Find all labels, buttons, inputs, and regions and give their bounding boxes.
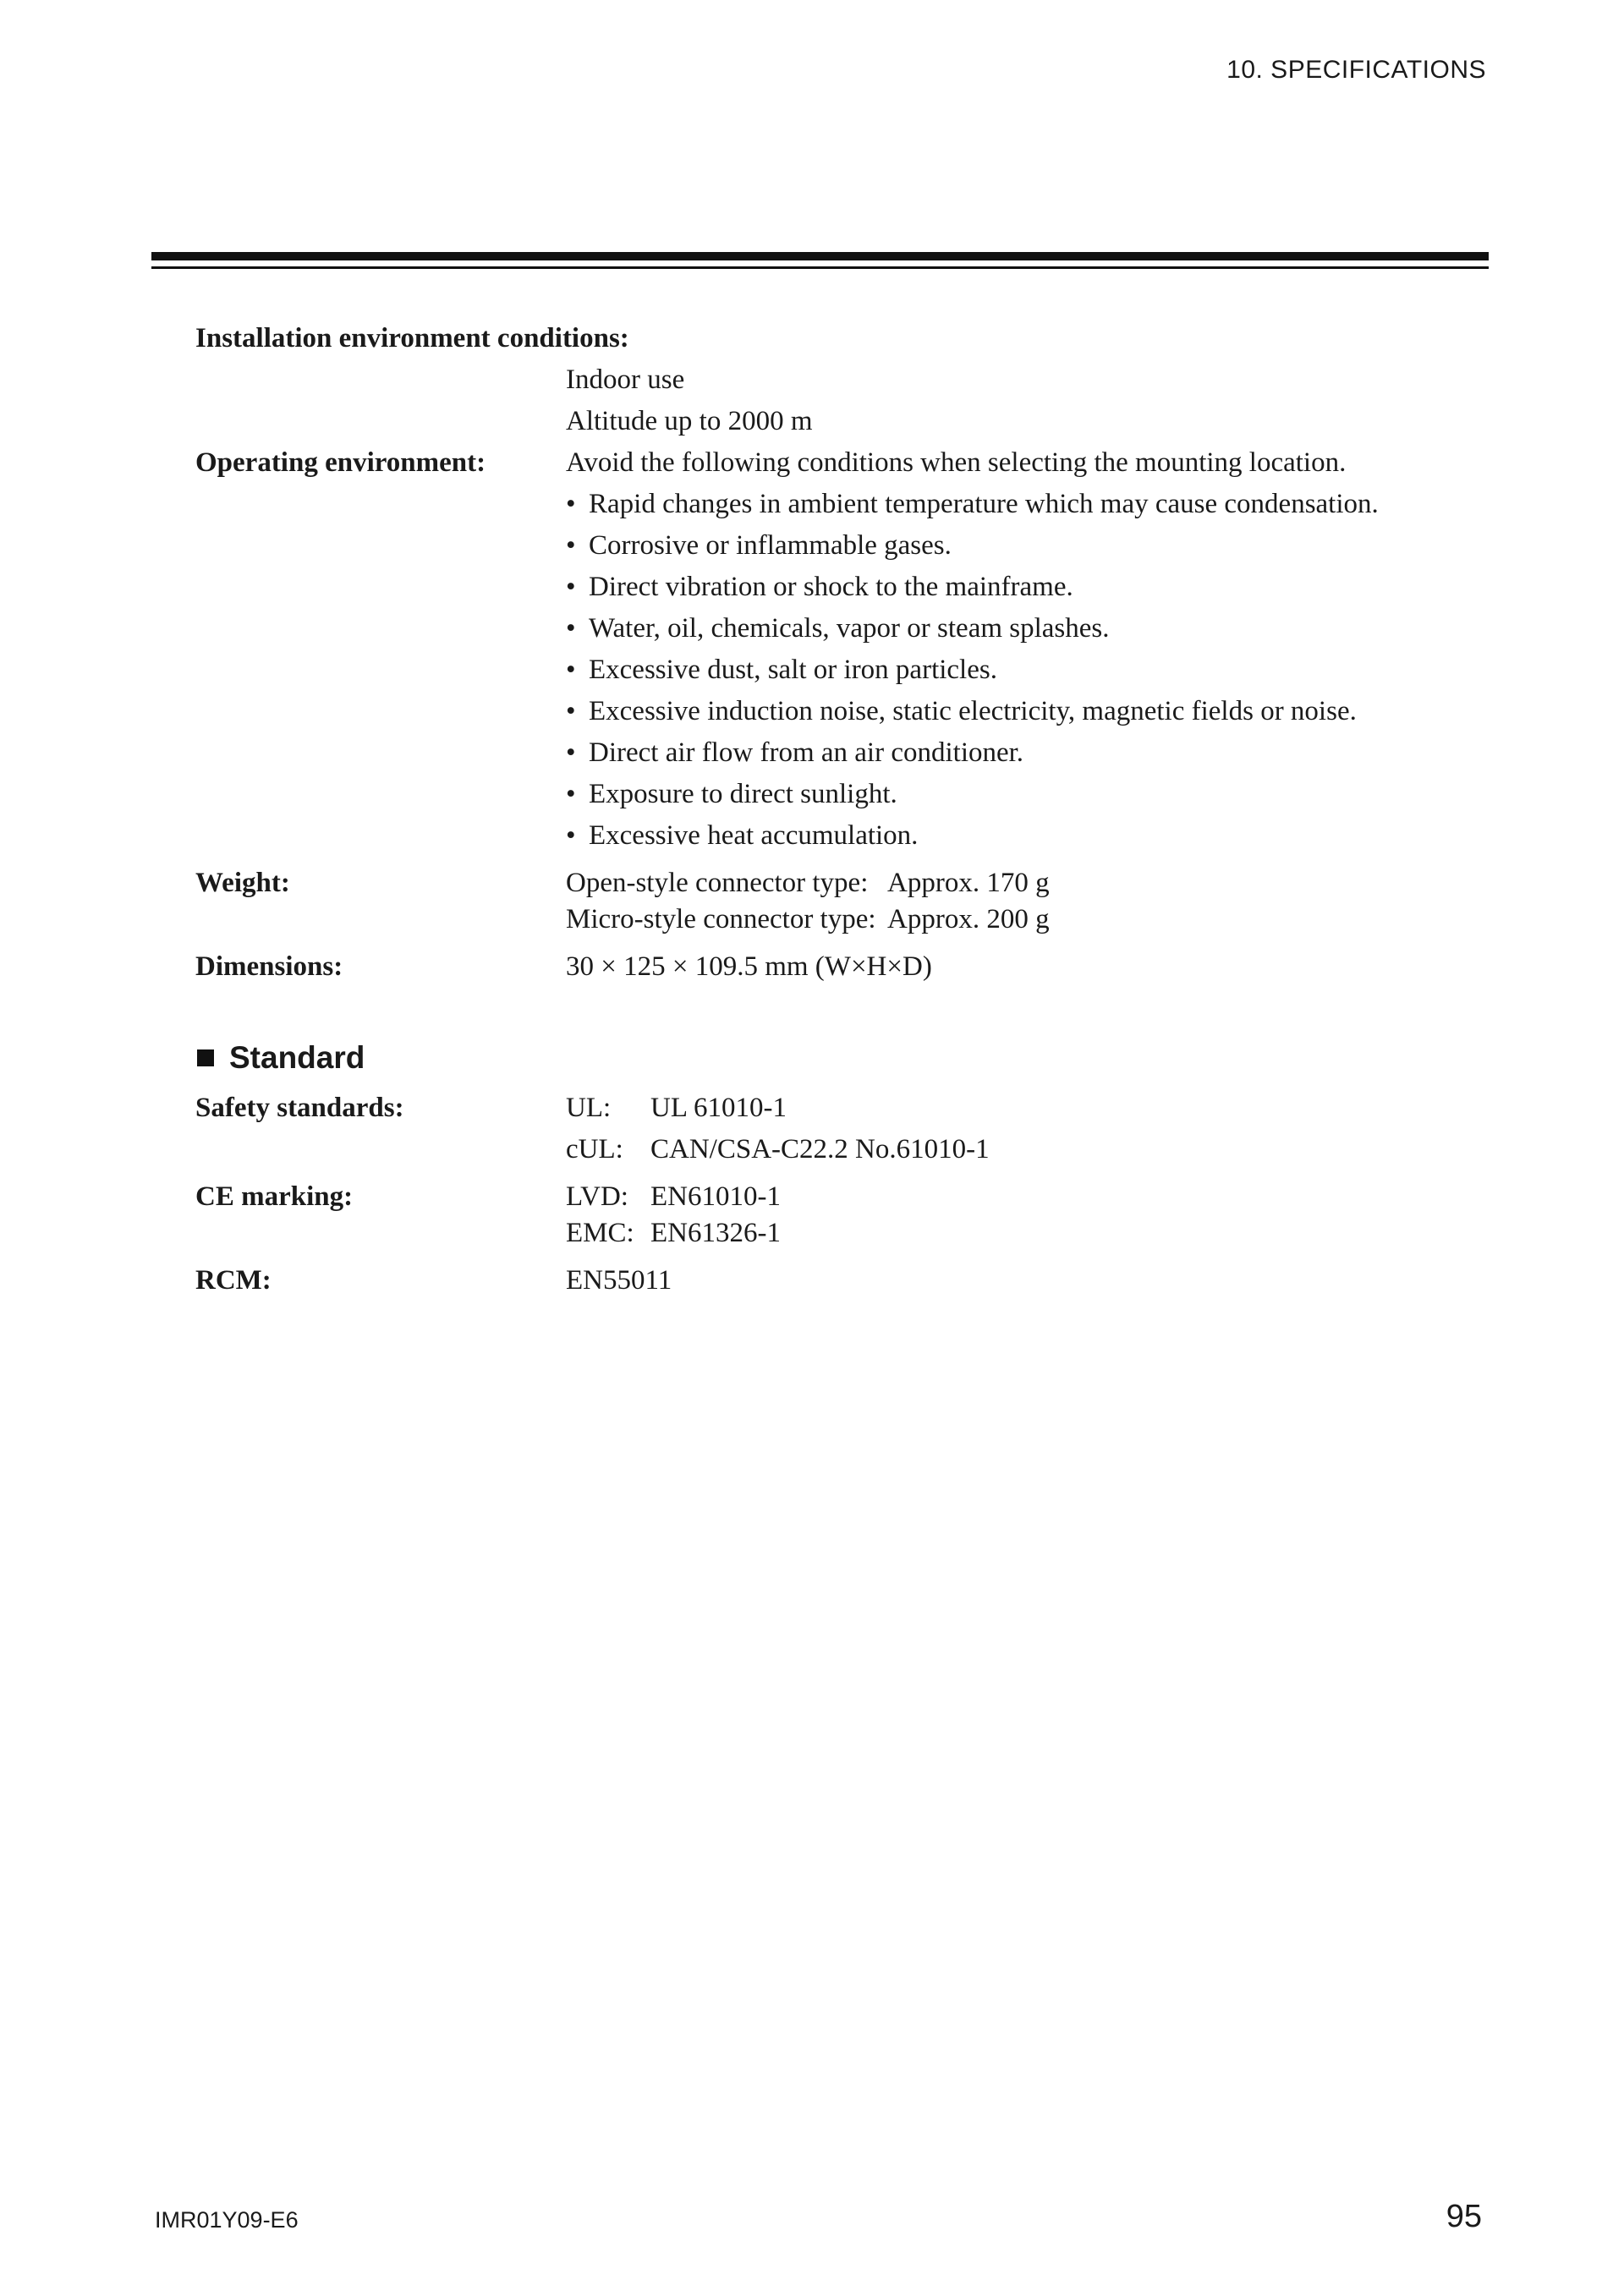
operating-item: • Excessive heat accumulation. <box>566 820 919 851</box>
rcm-value: EN55011 <box>566 1265 672 1296</box>
spec-content <box>195 318 1515 1301</box>
standard-value: UL 61010-1 <box>650 1093 787 1123</box>
weight-type: Micro-style connector type: <box>566 904 876 934</box>
operating-environment-row <box>195 442 1515 484</box>
ce-marking-row-2 <box>566 1215 1515 1252</box>
safety-standards-row-2 <box>566 1129 1515 1170</box>
weight-row <box>195 865 1515 901</box>
operating-item: • Excessive induction noise, static electricity, magnetic fields or noise. <box>566 696 1357 726</box>
installation-indoor: Indoor use <box>566 364 685 395</box>
safety-standards-label: Safety standards: <box>195 1093 404 1123</box>
ce-marking-label: CE marking: <box>195 1181 354 1212</box>
standard-value: CAN/CSA-C22.2 No.61010-1 <box>650 1134 990 1164</box>
header-rule-thick <box>151 252 1489 260</box>
weight-label: Weight: <box>195 868 290 898</box>
dimensions-value: 30 × 125 × 109.5 mm (W×H×D) <box>566 951 932 982</box>
rcm-row <box>195 1260 1515 1301</box>
operating-item: • Corrosive or inflammable gases. <box>566 530 952 561</box>
weight-value: Approx. 170 g <box>887 868 1050 898</box>
standard-key: EMC: <box>566 1218 634 1248</box>
operating-item: • Rapid changes in ambient temperature which may cause condensation. <box>566 489 1379 519</box>
operating-item: • Excessive dust, salt or iron particles. <box>566 655 997 685</box>
standard-key: cUL: <box>566 1134 623 1164</box>
weight-row-2 <box>566 901 1515 938</box>
ce-marking-row <box>195 1179 1515 1215</box>
square-bullet-icon <box>197 1049 214 1066</box>
installation-altitude: Altitude up to 2000 m <box>566 406 813 436</box>
operating-item: • Direct vibration or shock to the mainframe. <box>566 572 1073 602</box>
weight-type: Open-style connector type: <box>566 868 869 898</box>
dimensions-label: Dimensions: <box>195 951 343 982</box>
standard-value: EN61010-1 <box>650 1181 781 1212</box>
installation-title: Installation environment conditions: <box>195 323 629 353</box>
weight-value: Approx. 200 g <box>887 904 1050 934</box>
standard-value: EN61326-1 <box>650 1218 781 1248</box>
standard-key: UL: <box>566 1093 612 1123</box>
safety-standards-row <box>195 1088 1515 1129</box>
operating-item: • Exposure to direct sunlight. <box>566 779 897 809</box>
document-id: IMR01Y09-E6 <box>155 2207 299 2233</box>
running-header: 10. SPECIFICATIONS <box>1226 56 1486 84</box>
operating-environment-intro: Avoid the following conditions when selecting the mounting location. <box>566 447 1347 478</box>
dimensions-row <box>195 946 1515 988</box>
rcm-label: RCM: <box>195 1265 272 1296</box>
operating-item: • Water, oil, chemicals, vapor or steam splashes. <box>566 613 1110 644</box>
header-rule-thin <box>151 266 1489 269</box>
standard-key: LVD: <box>566 1181 628 1212</box>
section-heading-standard: Standard <box>197 1037 1515 1079</box>
operating-item: • Direct air flow from an air conditioner. <box>566 737 1024 768</box>
operating-environment-label: Operating environment: <box>195 447 486 478</box>
page-number: 95 <box>1446 2199 1482 2234</box>
